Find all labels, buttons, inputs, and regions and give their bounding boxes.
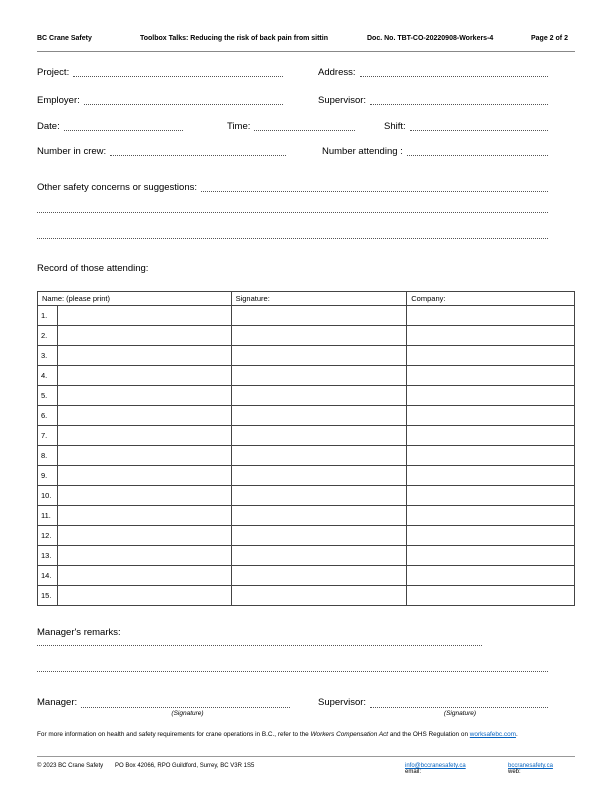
attendance-row xyxy=(38,506,575,526)
name-cell[interactable] xyxy=(57,486,231,506)
attendance-row xyxy=(38,546,575,566)
address-label: Address: xyxy=(318,66,356,78)
company-cell[interactable] xyxy=(407,406,575,426)
attendance-row xyxy=(38,526,575,546)
footer-note-text-before: For more information on health and safety requirements for crane operations in B.C., refer to the xyxy=(37,731,311,738)
signature-cell[interactable] xyxy=(231,506,407,526)
number-attending-label: Number attending : xyxy=(322,145,403,157)
footer-address: PO Box 42066, RPO Guildford, Surrey, BC V3R 1S5 xyxy=(115,763,255,769)
row-number: 5. xyxy=(38,386,58,406)
web-label: web: xyxy=(508,769,521,775)
row-number: 6. xyxy=(38,406,58,426)
signature-cell[interactable] xyxy=(231,306,407,326)
date-label: Date: xyxy=(37,120,60,132)
name-cell[interactable] xyxy=(57,346,231,366)
company-cell[interactable] xyxy=(407,386,575,406)
date-field-group xyxy=(37,121,183,131)
company-cell[interactable] xyxy=(407,526,575,546)
footer-bar xyxy=(37,756,575,774)
web-link[interactable]: bccranesafety.ca xyxy=(508,763,553,769)
signature-cell[interactable] xyxy=(231,546,407,566)
footer-note-italic: Workers Compensation Act xyxy=(310,731,389,738)
attendance-row xyxy=(38,426,575,446)
attendance-row xyxy=(38,386,575,406)
row-number: 11. xyxy=(38,506,58,526)
footer-email xyxy=(405,763,466,775)
row-number: 3. xyxy=(38,346,58,366)
time-input[interactable] xyxy=(254,121,355,131)
footer-note-text-after: . xyxy=(515,731,518,738)
name-cell[interactable] xyxy=(57,466,231,486)
manager-remarks-input-line1[interactable] xyxy=(37,645,482,646)
employer-field-group xyxy=(37,95,283,105)
supervisor-signature-caption: (Signature) xyxy=(443,710,477,717)
shift-field-group xyxy=(384,121,548,131)
attendance-heading: Record of those attending: xyxy=(37,263,149,274)
form-row-employer-supervisor xyxy=(37,91,548,105)
shift-label: Shift: xyxy=(384,120,406,132)
other-concerns-input-line2[interactable] xyxy=(37,212,548,213)
address-input[interactable] xyxy=(360,67,549,77)
supervisor-input[interactable] xyxy=(370,95,548,105)
company-cell[interactable] xyxy=(407,426,575,446)
attending-field-group xyxy=(322,146,548,156)
worksafebc-link[interactable]: worksafebc.com xyxy=(469,731,516,738)
supervisor-signature-block xyxy=(318,694,548,717)
company-cell[interactable] xyxy=(407,446,575,466)
signature-cell[interactable] xyxy=(231,386,407,406)
page-number: Page 2 of 2 xyxy=(531,35,568,42)
row-number: 10. xyxy=(38,486,58,506)
signature-cell[interactable] xyxy=(231,326,407,346)
form-row-project-address xyxy=(37,63,548,77)
attendance-row xyxy=(38,406,575,426)
attendance-row xyxy=(38,326,575,346)
name-cell[interactable] xyxy=(57,406,231,426)
name-cell[interactable] xyxy=(57,546,231,566)
footer-web xyxy=(508,763,553,775)
manager-label: Manager: xyxy=(37,697,78,708)
signature-cell[interactable] xyxy=(231,526,407,546)
signature-cell[interactable] xyxy=(231,346,407,366)
name-cell[interactable] xyxy=(57,526,231,546)
signature-cell[interactable] xyxy=(231,586,407,606)
project-label: Project: xyxy=(37,66,70,78)
company-cell[interactable] xyxy=(407,566,575,586)
signature-cell[interactable] xyxy=(231,486,407,506)
row-number: 14. xyxy=(38,566,58,586)
company-cell[interactable] xyxy=(407,486,575,506)
manager-remarks-input-line2[interactable] xyxy=(37,671,548,672)
attendance-row xyxy=(38,306,575,326)
name-cell[interactable] xyxy=(57,326,231,346)
name-cell[interactable] xyxy=(57,366,231,386)
manager-signature-input[interactable] xyxy=(81,698,290,708)
signature-cell[interactable] xyxy=(231,566,407,586)
signature-cell[interactable] xyxy=(231,466,407,486)
row-number: 9. xyxy=(38,466,58,486)
company-cell[interactable] xyxy=(407,306,575,326)
doc-number: Doc. No. TBT-CO-20220908-Workers-4 xyxy=(367,35,494,42)
spacer xyxy=(290,694,318,717)
row-number: 12. xyxy=(38,526,58,546)
crew-field-group xyxy=(37,146,286,156)
attendance-row xyxy=(38,466,575,486)
document-title: Toolbox Talks: Reducing the risk of back pain from sittin xyxy=(140,35,328,42)
row-number: 15. xyxy=(38,586,58,606)
name-cell[interactable] xyxy=(57,566,231,586)
project-input[interactable] xyxy=(73,67,283,77)
signature-cell[interactable] xyxy=(231,366,407,386)
name-cell[interactable] xyxy=(57,506,231,526)
form-row-date-time-shift xyxy=(37,117,548,131)
supervisor-signature-input[interactable] xyxy=(370,698,548,708)
footer-note-text-middle: and the OHS Regulation on xyxy=(388,731,470,738)
company-cell[interactable] xyxy=(407,546,575,566)
attendance-row xyxy=(38,566,575,586)
signature-row xyxy=(37,694,548,717)
row-number: 7. xyxy=(38,426,58,446)
signature-cell[interactable] xyxy=(231,446,407,466)
employer-label: Employer: xyxy=(37,94,80,106)
manager-signature-caption: (Signature) xyxy=(171,710,204,717)
attendance-row xyxy=(38,346,575,366)
employer-input[interactable] xyxy=(84,95,283,105)
name-cell[interactable] xyxy=(57,386,231,406)
concerns-field-row xyxy=(37,178,548,192)
email-label: email: xyxy=(405,769,422,775)
company-cell[interactable] xyxy=(407,586,575,606)
attendance-row xyxy=(38,586,575,606)
company-cell[interactable] xyxy=(407,326,575,346)
other-concerns-label: Other safety concerns or suggestions: xyxy=(37,181,197,193)
attendance-row xyxy=(38,366,575,386)
manager-signature-block xyxy=(37,694,290,717)
row-number: 4. xyxy=(38,366,58,386)
column-header-company: Company: xyxy=(407,292,575,306)
attendance-table xyxy=(37,291,575,606)
signature-cell[interactable] xyxy=(231,406,407,426)
name-cell[interactable] xyxy=(57,586,231,606)
name-cell[interactable] xyxy=(57,426,231,446)
time-field-group xyxy=(227,121,355,131)
project-field-group xyxy=(37,67,283,77)
email-link[interactable]: info@bccranesafety.ca xyxy=(405,763,466,769)
column-header-name: Name: (please print) xyxy=(38,292,232,306)
address-field-group xyxy=(318,67,548,77)
company-cell[interactable] xyxy=(407,346,575,366)
row-number: 1. xyxy=(38,306,58,326)
number-in-crew-input[interactable] xyxy=(110,146,286,156)
attendance-row xyxy=(38,486,575,506)
name-cell[interactable] xyxy=(57,306,231,326)
column-header-signature: Signature: xyxy=(231,292,407,306)
supervisor-sig-label: Supervisor: xyxy=(318,697,367,708)
attendance-header-row xyxy=(38,292,575,306)
page-header xyxy=(37,32,575,52)
org-name: BC Crane Safety xyxy=(37,35,92,42)
time-label: Time: xyxy=(227,120,251,132)
supervisor-label: Supervisor: xyxy=(318,94,367,106)
row-number: 13. xyxy=(38,546,58,566)
company-cell[interactable] xyxy=(407,366,575,386)
copyright-text: © 2023 BC Crane Safety xyxy=(37,763,104,769)
shift-input[interactable] xyxy=(410,121,548,131)
row-number: 8. xyxy=(38,446,58,466)
attendance-row xyxy=(38,446,575,466)
company-cell[interactable] xyxy=(407,466,575,486)
name-cell[interactable] xyxy=(57,446,231,466)
footer-note xyxy=(37,731,575,738)
number-in-crew-label: Number in crew: xyxy=(37,145,107,157)
supervisor-field-group xyxy=(318,95,548,105)
signature-cell[interactable] xyxy=(231,426,407,446)
manager-remarks-label: Manager's remarks: xyxy=(37,627,121,638)
other-concerns-input-line3[interactable] xyxy=(37,238,548,239)
form-row-crew-attending xyxy=(37,142,548,156)
number-attending-input[interactable] xyxy=(407,146,548,156)
date-input[interactable] xyxy=(64,121,183,131)
row-number: 2. xyxy=(38,326,58,346)
other-concerns-input-line1[interactable] xyxy=(201,182,548,192)
company-cell[interactable] xyxy=(407,506,575,526)
